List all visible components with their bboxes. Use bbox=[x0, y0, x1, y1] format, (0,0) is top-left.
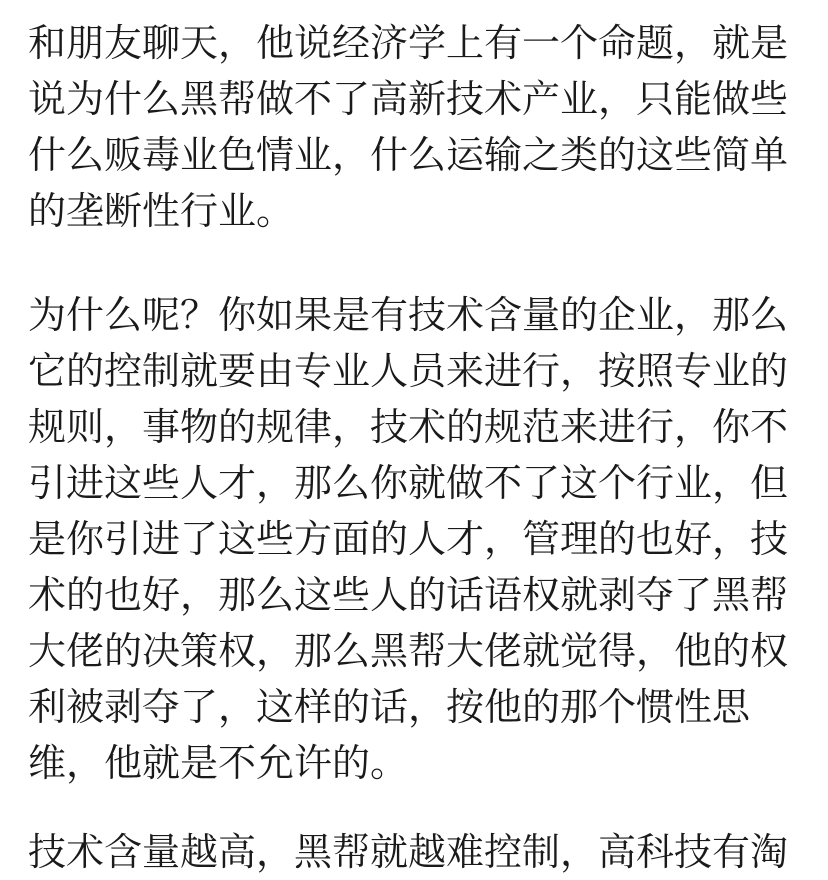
text-line: 大佬的决策权，那么黑帮大佬就觉得，他的权 bbox=[28, 629, 789, 673]
text-line: 为什么呢？你如果是有技术含量的企业，那么 bbox=[28, 293, 789, 337]
text-line: 它的控制就要由专业人员来进行，按照专业的 bbox=[28, 349, 789, 393]
text-line: 维，他就是不允许的。 bbox=[28, 741, 409, 785]
text-line: 和朋友聊天，他说经济学上有一个命题，就是 bbox=[28, 21, 789, 65]
text-line: 规则，事物的规律，技术的规范来进行，你不 bbox=[28, 405, 789, 449]
text-line: 引进这些人才，那么你就做不了这个行业，但 bbox=[28, 461, 789, 505]
text-line: 是你引进了这些方面的人才，管理的也好，技 bbox=[28, 517, 789, 561]
text-line: 术的也好，那么这些人的话语权就剥夺了黑帮 bbox=[28, 573, 789, 617]
text-line: 的垄断性行业。 bbox=[28, 189, 295, 233]
text-line: 什么贩毒业色情业，什么运输之类的这些简单 bbox=[28, 133, 789, 177]
text-line: 利被剥夺了，这样的话，按他的那个惯性思 bbox=[28, 685, 751, 729]
text-line: 技术含量越高，黑帮就越难控制，高科技有淘 bbox=[28, 830, 789, 874]
text-line: 说为什么黑帮做不了高新技术产业，只能做些 bbox=[28, 77, 789, 121]
